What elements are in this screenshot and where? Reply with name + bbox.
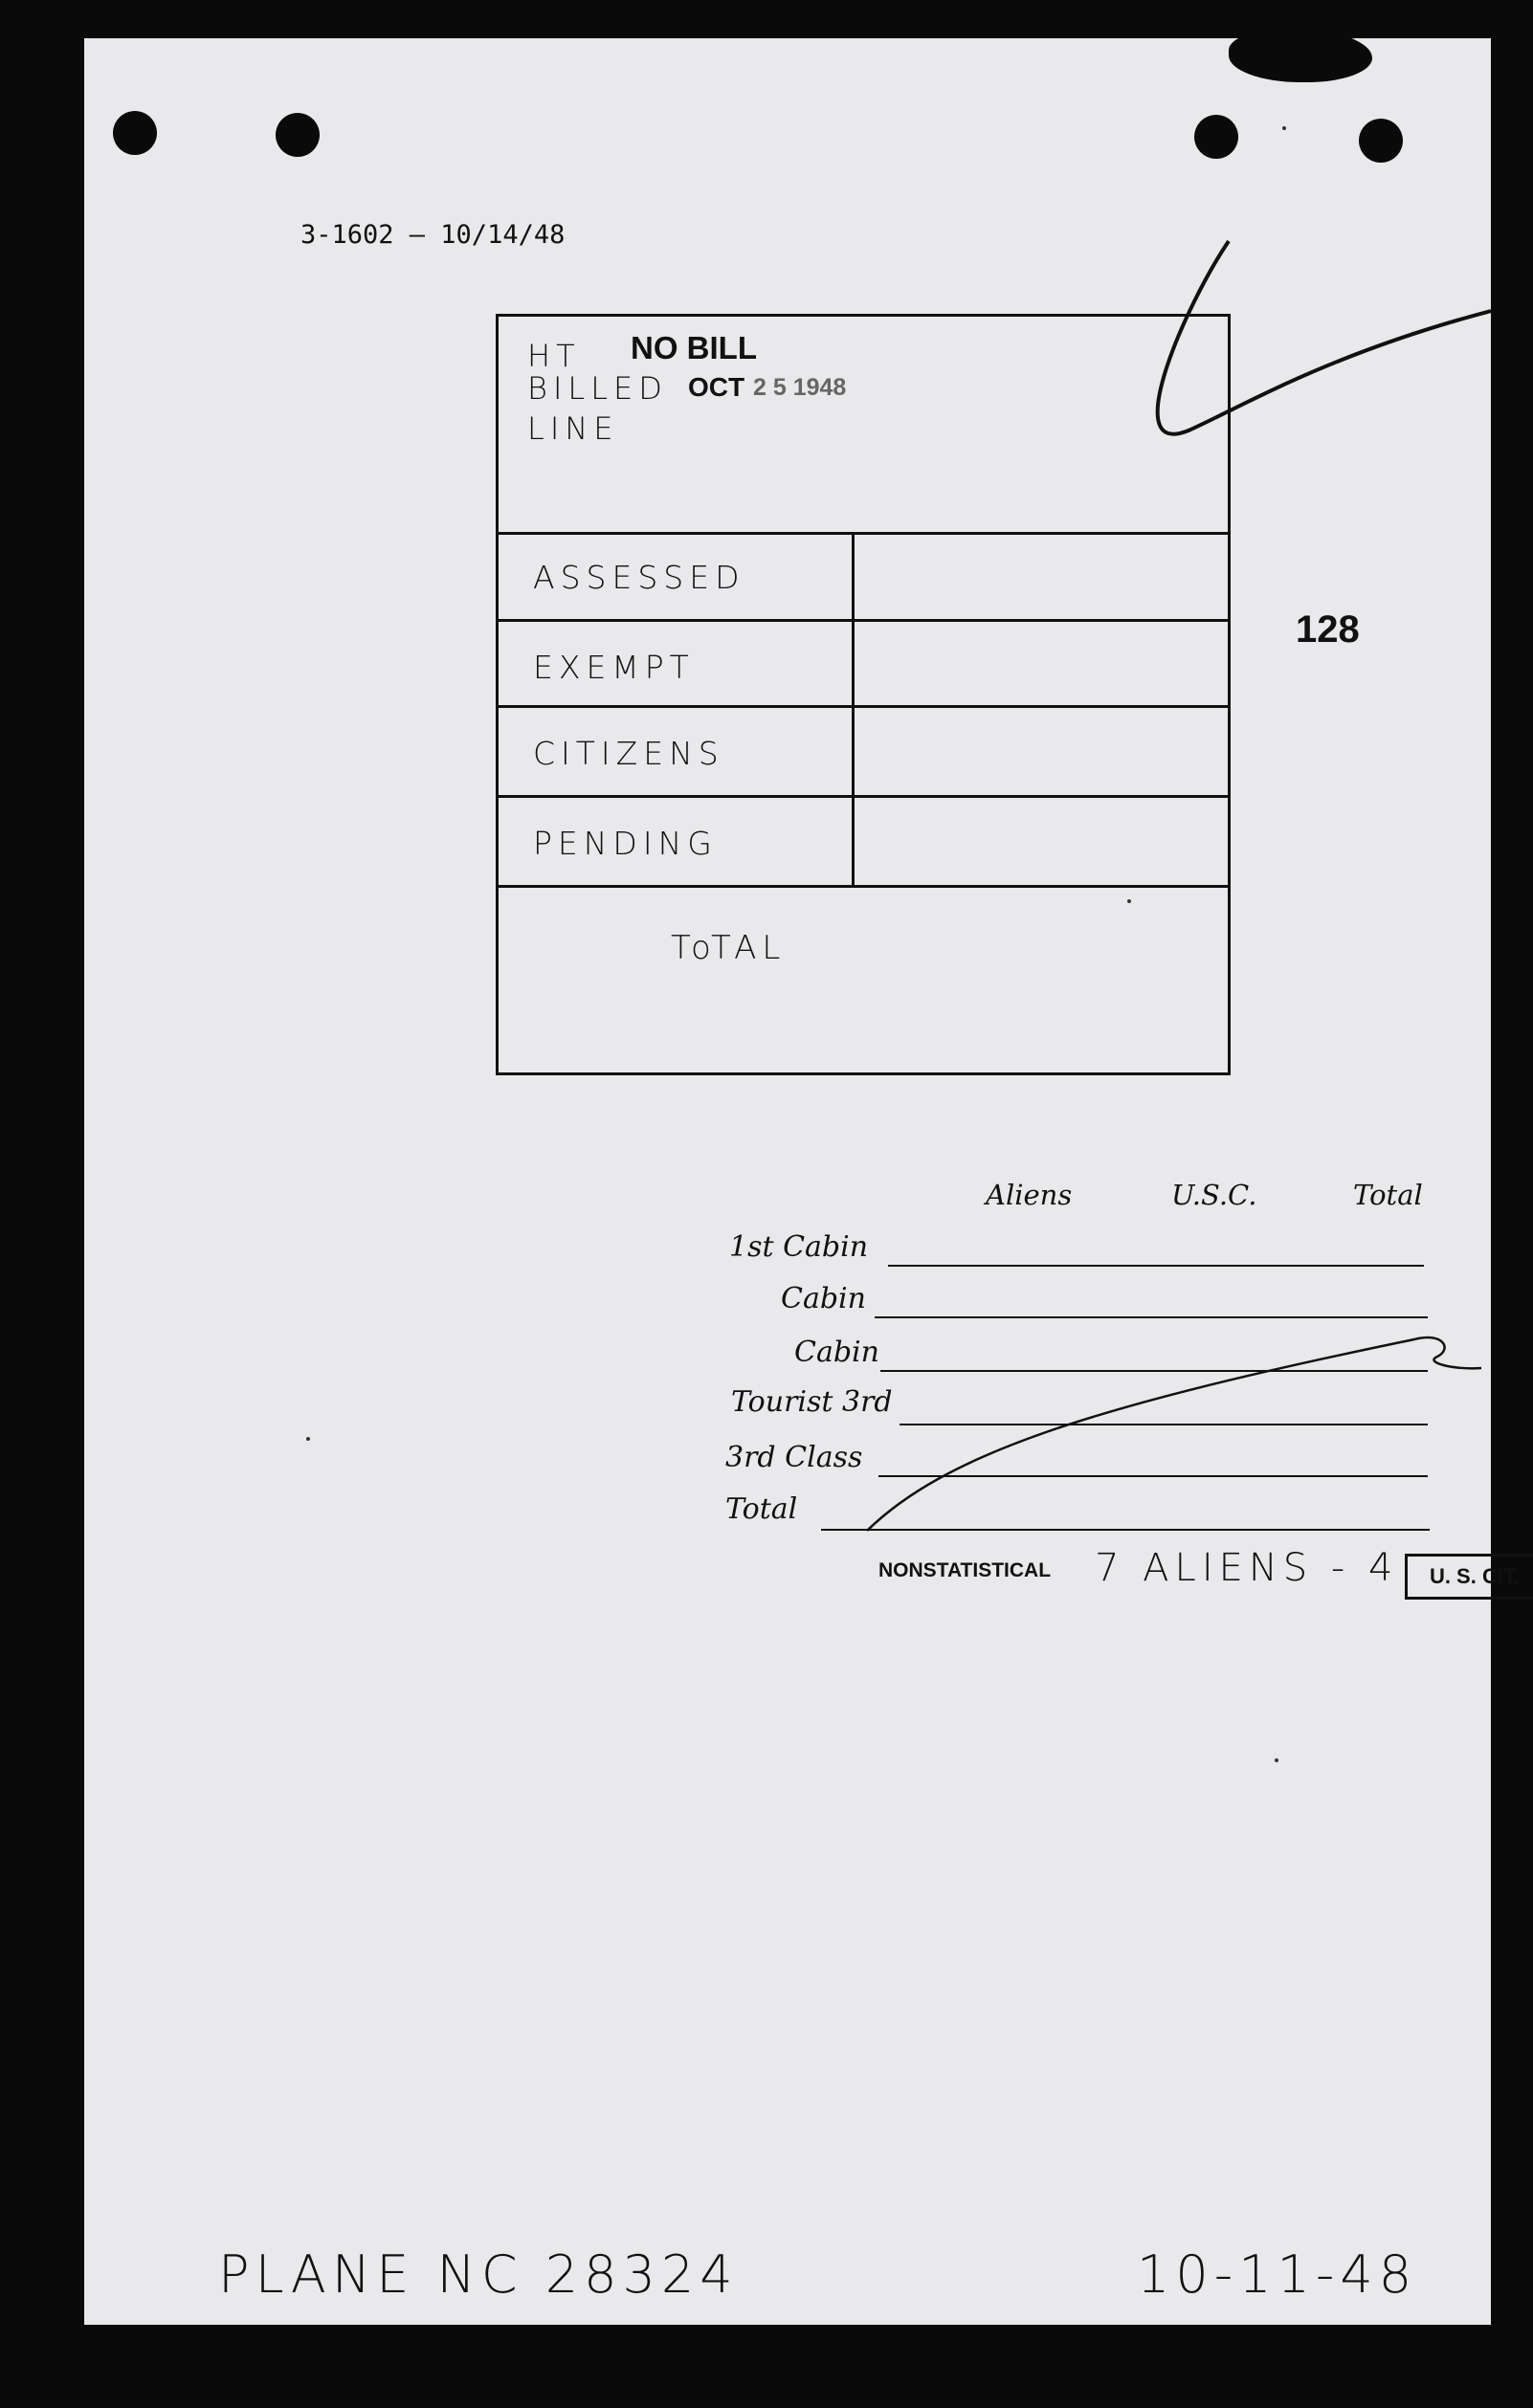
oct-stamp: OCT	[688, 372, 745, 402]
billing-row	[499, 622, 1228, 708]
aliens-count-note: 7 ALIENS - 4	[1095, 1546, 1399, 1590]
billing-row	[499, 532, 1228, 622]
ledger-row-label: Total	[725, 1492, 798, 1526]
ledger-line	[875, 1316, 1428, 1318]
strike-through-stroke	[867, 1337, 1481, 1531]
paper-speck	[306, 1437, 310, 1441]
us-cit-stamp: U. S. CIT.	[1405, 1554, 1533, 1600]
billing-box-header	[499, 317, 1228, 535]
ledger-row-label: 3rd Class	[725, 1441, 863, 1474]
column-usc: U.S.C.	[1171, 1179, 1257, 1211]
ledger-line	[878, 1475, 1428, 1477]
ledger-line	[900, 1424, 1428, 1425]
paper-speck	[1127, 899, 1131, 903]
no-bill-stamp: NO BILL	[631, 330, 757, 365]
date-note: 10-11-48	[1137, 2244, 1418, 2305]
ht-label: HT	[527, 338, 581, 374]
billing-row-label-cell	[499, 708, 855, 795]
billing-row-label: CITIZENS	[533, 735, 724, 772]
ledger-row-label: Cabin	[794, 1336, 879, 1369]
billing-row	[499, 708, 1228, 798]
ledger-row-label: 1st Cabin	[729, 1230, 869, 1264]
ledger-line	[880, 1370, 1428, 1372]
document-page	[84, 38, 1521, 2325]
torn-corner	[1229, 29, 1372, 82]
date-stamp: 2 5 1948	[753, 374, 847, 401]
billing-box	[496, 314, 1231, 1075]
line-label: LINE	[527, 410, 619, 447]
billing-row-label: EXEMPT	[533, 649, 695, 686]
punch-hole	[1194, 115, 1238, 159]
punch-hole	[113, 111, 157, 155]
paper-speck	[1275, 1758, 1278, 1762]
ledger-line	[888, 1265, 1424, 1267]
ledger-line	[821, 1529, 1430, 1531]
plane-note: PLANE NC 28324	[218, 2244, 739, 2305]
column-total: Total	[1353, 1179, 1423, 1211]
billing-rows	[499, 532, 1228, 888]
billing-row	[499, 798, 1228, 888]
punch-hole	[1359, 119, 1403, 163]
billing-row-label-cell	[499, 532, 855, 619]
total-label: ToTAL	[671, 929, 787, 967]
ledger-row-label: Cabin	[781, 1282, 866, 1315]
billed-label: BILLED	[527, 370, 668, 407]
billing-row-label-cell	[499, 798, 855, 885]
billing-row-label: ASSESSED	[533, 559, 745, 596]
column-aliens: Aliens	[986, 1179, 1073, 1211]
billing-row-label-cell	[499, 622, 855, 705]
page-number: 128	[1296, 608, 1360, 651]
nonstatistical-stamp: NONSTATISTICAL	[878, 1559, 1052, 1581]
billing-row-label: PENDING	[533, 825, 718, 862]
reference-number: 3-1602 — 10/14/48	[300, 220, 566, 250]
punch-hole	[276, 113, 320, 157]
ledger-row-label: Tourist 3rd	[731, 1385, 893, 1419]
paper-speck	[1282, 126, 1286, 130]
